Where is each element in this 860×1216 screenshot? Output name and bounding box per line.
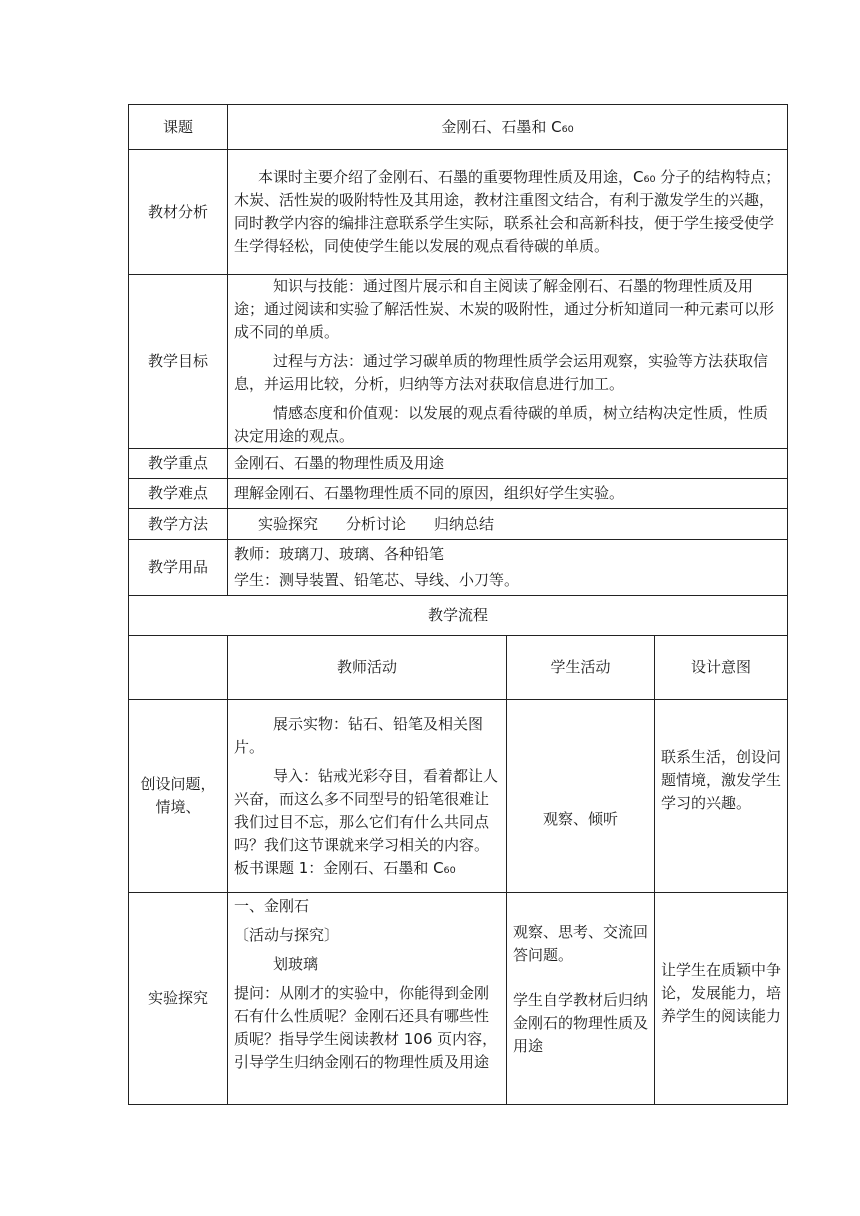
analysis-label: 教材分析 [129,150,228,275]
topic-label: 课题 [129,105,228,150]
method-item: 实验探究 [258,514,319,533]
stage2-teacher-l4: 提问：从刚才的实验中，你能得到金刚石有什么性质呢？金刚石还具有哪些性质呢？指导学生阅读教材 106 页内容，引导学生归纳金刚石的物理性质及用途 [234,984,498,1071]
key-point-value: 金刚石、石墨的物理性质及用途 [228,449,788,479]
row-difficulty [129,479,788,509]
stage1-design: 联系生活，创设问题情境，激发学生学习的兴趣。 [655,700,788,893]
row-flow-title [129,596,788,636]
flow-header-teacher: 教师活动 [228,636,507,700]
row-topic [129,105,788,150]
supplies-teacher: 教师：玻璃刀、玻璃、各种铅笔 [234,545,445,563]
row-goals [129,275,788,449]
stage2-teacher-l1: 一、金刚石 [234,897,310,915]
stage2-teacher-l3: 划玻璃 [273,955,319,973]
goals-label: 教学目标 [129,275,228,449]
stage2-student-p1: 观察、思考、交流回答问题。 [513,923,649,964]
key-point-label: 教学重点 [129,449,228,479]
supplies-student: 学生：测导装置、铅笔芯、导线、小刀等。 [234,571,520,589]
stage2-teacher-l2: 〔活动与探究〕 [234,926,340,944]
stage1-student: 观察、倾听 [507,700,655,893]
goal-emotion: 情感态度和价值观：以发展的观点看待碳的单质，树立结构决定性质，性质决定用途的观点。 [234,404,769,445]
stage2-label: 实验探究 [129,893,228,1105]
row-method [129,509,788,540]
difficulty-label: 教学难点 [129,479,228,509]
stage1-label [129,700,228,893]
stage1-label-line1: 创设问题， [140,775,216,793]
lesson-plan-page [128,104,787,1105]
goal-knowledge: 知识与技能：通过图片展示和自主阅读了解金刚石、石墨的物理性质及用途；通过阅读和实验了解活性炭、木炭的吸附性，通过分析知道同一种元素可以形成不同的单质。 [234,277,775,341]
lesson-plan-table [128,104,788,1105]
stage2-student-p2: 学生自学教材后归纳金刚石的物理性质及用途 [513,991,649,1055]
supplies-label: 教学用品 [129,540,228,596]
goal-process: 过程与方法：通过学习碳单质的物理性质学会运用观察，实验等方法获取信息，并运用比较，分析，归纳等方法对获取信息进行加工。 [234,352,769,393]
flow-header-student: 学生活动 [507,636,655,700]
row-flow-headers [129,636,788,700]
stage1-teacher-p1: 展示实物：钻石、铅笔及相关图片。 [234,714,484,756]
stage1-teacher-p2: 导入：钻戒光彩夺目，看着都让人兴奋，而这么多不同型号的铅笔很难让我们过目不忘，那么它们有什么共同点吗？我们这节课就来学习相关的内容。板书课题 1：金刚石、石墨和 C₆₀ [234,766,499,877]
flow-title: 教学流程 [129,596,788,636]
flow-header-empty [129,636,228,700]
row-key-point [129,449,788,479]
method-label: 教学方法 [129,509,228,540]
stage1-label-line2: 情境、 [155,798,201,816]
difficulty-value: 理解金刚石、石墨物理性质不同的原因，组织好学生实验。 [228,479,788,509]
row-stage-1 [129,700,788,893]
row-stage-2 [129,893,788,1105]
row-analysis [129,150,788,275]
row-supplies [129,540,788,596]
stage2-design: 让学生在质颖中争论，发展能力，培养学生的阅读能力 [655,893,788,1105]
analysis-text: 本课时主要介绍了金刚石、石墨的重要物理性质及用途，C₆₀ 分子的结构特点；木炭、活性炭的吸附特性及其用途，教材注重图文结合，有利于激发学生的兴趣，同时教学内容的编排注意联系学生实际，联系社会和高新科技，便于学生接受使学生学得轻松，同使使学生能以发展的观点看待碳的单质。 [234,168,781,255]
method-item: 归纳总结 [434,514,495,533]
flow-header-design: 设计意图 [655,636,788,700]
method-item: 分析讨论 [346,514,407,533]
topic-value: 金刚石、石墨和 C₆₀ [228,105,788,150]
